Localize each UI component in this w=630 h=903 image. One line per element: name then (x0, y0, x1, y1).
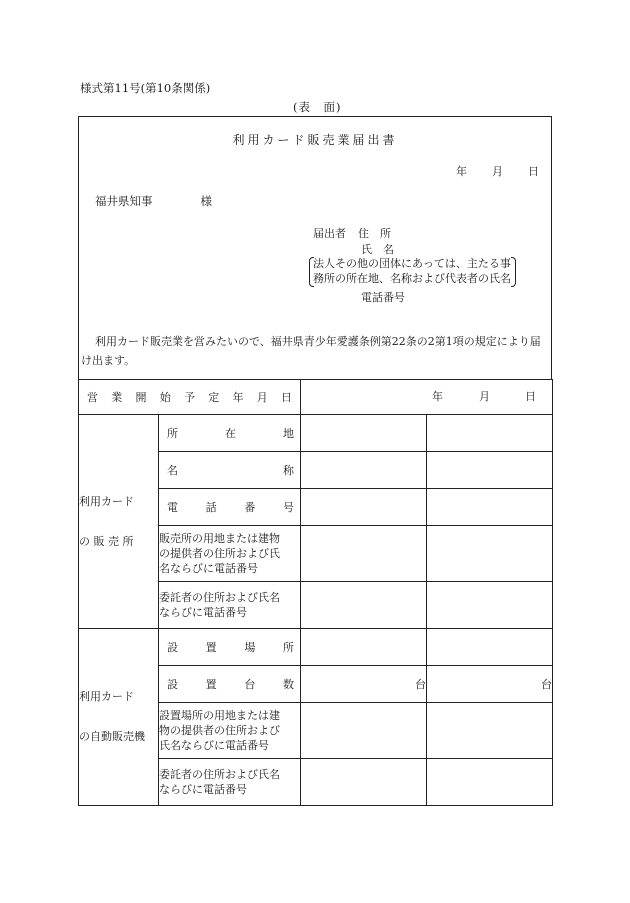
group-label-line: の自動販売機 (79, 730, 145, 743)
label-line: 委託者の住所および氏名 (159, 591, 280, 604)
office-address-field-1[interactable] (301, 415, 427, 452)
start-date-row (79, 380, 553, 415)
char: 電 (167, 501, 178, 514)
group-label-line: 利用カード (79, 494, 134, 508)
corporation-note (313, 256, 511, 286)
machine-count-label (159, 666, 301, 703)
office-name-field-2[interactable] (427, 452, 553, 489)
vending-machine-group-label (79, 629, 159, 806)
char: 在 (225, 427, 236, 440)
char: 予 (184, 391, 195, 404)
char: 設 (167, 641, 178, 654)
start-day-unit: 日 (525, 390, 536, 403)
count-unit: 台 (541, 678, 552, 691)
machine-location-field-1[interactable] (301, 629, 427, 666)
char: 業 (111, 391, 123, 404)
office-name-label (159, 452, 301, 489)
char: 営 (87, 391, 98, 404)
group-label-line: 利用カード (79, 690, 134, 703)
char: 月 (256, 391, 268, 404)
label-line: 委託者の住所および氏名 (159, 768, 280, 781)
start-date-value[interactable] (301, 380, 553, 415)
sales-office-group-label (79, 415, 159, 629)
office-name-field-1[interactable] (301, 452, 427, 489)
count-unit: 台 (415, 678, 426, 691)
char: 所 (167, 427, 178, 440)
group-label-line: の 販 売 所 (79, 534, 134, 548)
char: 設 (167, 678, 178, 691)
office-trustee-field-2[interactable] (427, 582, 553, 629)
char: 置 (205, 678, 217, 691)
office-land-provider-field-2[interactable] (427, 526, 553, 582)
label-line: 販売所の用地または建物 (159, 532, 280, 545)
char: 数 (282, 678, 294, 691)
address-label: 住 所 (358, 227, 391, 240)
office-land-provider-field-1[interactable] (301, 526, 427, 582)
office-phone-label (159, 489, 301, 526)
char: 号 (282, 501, 294, 514)
machine-location-label (159, 629, 301, 666)
addressee (95, 193, 212, 209)
label-line: ならびに電話番号 (159, 606, 247, 619)
office-land-provider-label (159, 526, 301, 582)
bracket-left (309, 257, 314, 287)
office-trustee-field-1[interactable] (301, 582, 427, 629)
machine-land-provider-label (159, 703, 301, 759)
applicant-block (313, 226, 394, 257)
label-line: 物の提供者の住所および (159, 724, 280, 737)
char: 置 (205, 641, 217, 654)
label-line: 設置場所の用地または建 (159, 709, 280, 722)
label-line: 名ならびに電話番号 (159, 562, 258, 575)
bracket-right (511, 257, 516, 287)
char: 日 (281, 391, 292, 404)
char: 始 (159, 391, 171, 404)
char: 地 (283, 427, 294, 440)
addressee-suffix: 様 (200, 194, 212, 208)
char: 所 (282, 641, 294, 654)
corporation-note-line1: 法人その他の団体にあっては、主たる事 (313, 257, 511, 270)
machine-count-field-1[interactable] (301, 666, 427, 703)
table-row (79, 415, 553, 452)
machine-land-provider-field-2[interactable] (427, 703, 553, 759)
char: 台 (244, 678, 256, 691)
addressee-name: 福井県知事 (95, 194, 153, 208)
form-title: 利用カード販売業届出書 (232, 133, 398, 147)
office-phone-field-1[interactable] (301, 489, 427, 526)
start-month-unit: 月 (479, 390, 490, 403)
char: 称 (283, 464, 294, 477)
applicant-label: 届出者 (313, 227, 346, 240)
table-row (79, 629, 553, 666)
start-date-label (79, 380, 301, 415)
label-line: ならびに電話番号 (159, 783, 247, 796)
machine-land-provider-field-1[interactable] (301, 703, 427, 759)
submission-date[interactable] (456, 163, 539, 179)
char: 名 (167, 464, 178, 477)
char: 話 (205, 501, 217, 514)
office-address-label (159, 415, 301, 452)
phone-label: 電話番号 (361, 291, 405, 304)
corporation-note-line2: 務所の所在地、名称および代表者の氏名 (313, 272, 511, 285)
office-trustee-label (159, 582, 301, 629)
date-month-label: 月 (492, 165, 503, 178)
char: 番 (244, 501, 256, 514)
label-line: の提供者の住所および氏 (159, 547, 280, 560)
char: 場 (244, 641, 256, 654)
form-side-label: (表 面) (293, 100, 342, 114)
machine-trustee-field-2[interactable] (427, 759, 553, 806)
machine-trustee-label (159, 759, 301, 806)
machine-location-field-2[interactable] (427, 629, 553, 666)
statement: 利用カード販売業を営みたいので、福井県青少年愛護条例第22条の2第1項の規定により届け出ます。 (81, 335, 541, 367)
char: 定 (208, 391, 220, 404)
date-year-label: 年 (456, 165, 467, 178)
char: 開 (135, 391, 147, 404)
office-phone-field-2[interactable] (427, 489, 553, 526)
details-table (78, 379, 553, 806)
start-year-unit: 年 (432, 390, 443, 403)
name-label: 氏 名 (361, 242, 394, 256)
form-number: 様式第11号(第10条関係) (80, 81, 211, 95)
office-address-field-2[interactable] (427, 415, 553, 452)
date-day-label: 日 (528, 165, 539, 178)
machine-trustee-field-1[interactable] (301, 759, 427, 806)
char: 年 (232, 391, 244, 404)
label-line: 氏名ならびに電話番号 (159, 739, 269, 752)
machine-count-field-2[interactable] (427, 666, 553, 703)
